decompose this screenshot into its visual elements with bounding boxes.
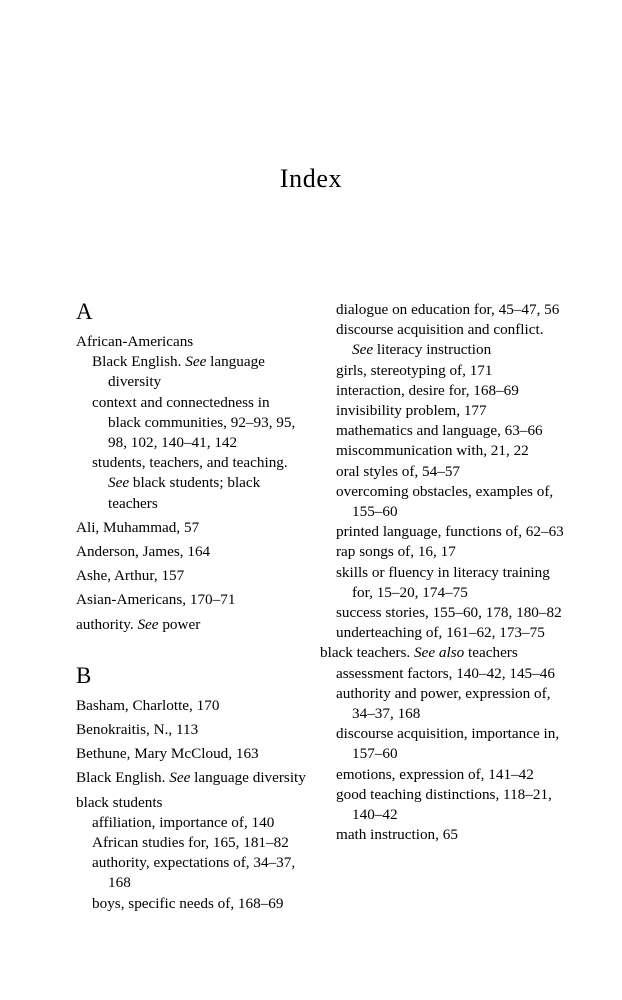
entry-text: emotions, expression of, 141–42	[336, 765, 534, 783]
index-subentry	[76, 853, 306, 893]
index-entry	[320, 643, 564, 663]
index-subentry	[76, 393, 306, 454]
entry-text: Ali, Muhammad, 57	[76, 518, 200, 536]
entry-text: black teachers.	[320, 644, 415, 662]
index-entry	[76, 542, 306, 562]
entry-text: authority.	[76, 615, 138, 633]
entry-text: overcoming obstacles, examples of, 155–60	[336, 482, 554, 521]
index-subentry	[320, 603, 564, 623]
entry-text: African-Americans	[76, 333, 194, 350]
index-subentry	[320, 724, 564, 764]
index-subentry	[320, 623, 564, 643]
cross-reference-label: See	[169, 769, 191, 787]
index-subentry	[320, 300, 564, 320]
index-entry	[76, 793, 306, 813]
entry-text: mathematics and language, 63–66	[336, 422, 543, 440]
entry-text: assessment factors, 140–42, 145–46	[336, 664, 555, 682]
index-subentry	[320, 664, 564, 684]
entry-text: black students; black teachers	[108, 474, 261, 512]
entry-text: authority, expectations of, 34–37, 168	[92, 854, 296, 892]
entry-text: Ashe, Arthur, 157	[76, 567, 185, 585]
section-letter-a: A	[76, 299, 93, 324]
entry-text: black students	[76, 793, 163, 811]
entry-text: underteaching of, 161–62, 173–75	[336, 624, 545, 642]
index-entry	[76, 615, 306, 635]
section-letter-b: B	[76, 662, 92, 688]
entry-text: math instruction, 65	[336, 826, 458, 844]
index-subentry	[320, 542, 564, 562]
entry-text: literacy instruction	[373, 341, 492, 359]
index-subentry	[320, 785, 564, 825]
index-subentry	[320, 320, 564, 360]
index-entry	[76, 332, 306, 352]
index-subentry	[320, 482, 564, 522]
index-subentry	[320, 462, 564, 482]
index-entry	[76, 696, 306, 716]
entry-text: teachers	[464, 644, 518, 662]
index-subentry	[320, 441, 564, 461]
entry-text: context and connectedness in black communities, 92–93, 95, 98, 102, 140–41, 142	[92, 393, 296, 452]
entry-text: African studies for, 165, 181–82	[92, 834, 289, 852]
index-entry-list	[76, 332, 306, 635]
entry-text: good teaching distinctions, 118–21, 140–42	[336, 785, 552, 824]
entry-text: Benokraitis, N., 113	[76, 721, 199, 739]
cross-reference-label: See	[108, 474, 130, 492]
entry-text: power	[158, 615, 201, 633]
index-entry	[76, 518, 306, 538]
index-subentry	[76, 833, 306, 853]
index-subentry	[320, 522, 564, 542]
entry-text: discourse acquisition, importance in, 157–60	[336, 725, 560, 763]
entry-text: Asian-Americans, 170–71	[76, 591, 236, 609]
cross-reference-label: See	[352, 341, 374, 359]
index-entry-list	[76, 696, 306, 914]
index-subentry	[76, 813, 306, 833]
cross-reference-label: See also	[414, 644, 465, 662]
index-subentry	[76, 352, 306, 392]
entry-text: invisibility problem, 177	[336, 402, 487, 420]
entry-text: interaction, desire for, 168–69	[336, 381, 519, 399]
index-subentry	[76, 894, 306, 914]
index-subentry	[320, 563, 564, 603]
index-entry	[76, 566, 306, 586]
index-entry	[76, 590, 306, 610]
entry-text: rap songs of, 16, 17	[336, 543, 456, 561]
entry-text: Black English.	[92, 353, 186, 371]
index-columns	[76, 300, 564, 914]
entry-text: authority and power, expression of, 34–37, 168	[336, 684, 551, 723]
entry-text: affiliation, importance of, 140	[92, 813, 275, 831]
entry-text: language diversity	[108, 353, 265, 391]
index-entry	[76, 720, 306, 740]
entry-text: oral styles of, 54–57	[336, 462, 461, 480]
right-column	[320, 300, 564, 914]
page-title: Index	[279, 164, 343, 193]
entry-text: success stories, 155–60, 178, 180–82	[336, 604, 562, 622]
index-subentry	[320, 381, 564, 401]
index-entry-list	[320, 300, 564, 845]
entry-text: Anderson, James, 164	[76, 543, 211, 561]
entry-text: Black English.	[76, 769, 170, 787]
index-subentry	[320, 401, 564, 421]
entry-text: language diversity	[190, 769, 306, 787]
index-subentry	[320, 421, 564, 441]
entry-text: miscommunication with, 21, 22	[336, 442, 529, 460]
entry-text: dialogue on education for, 45–47, 56	[336, 301, 560, 318]
index-entry	[76, 768, 306, 788]
entry-text: discourse acquisition and conflict.	[336, 321, 544, 339]
entry-text: skills or fluency in literacy training for, 15–20, 174–75	[336, 563, 550, 601]
index-subentry	[320, 361, 564, 381]
entry-text: boys, specific needs of, 168–69	[92, 894, 284, 912]
index-subentry	[320, 684, 564, 724]
entry-text: students, teachers, and teaching.	[92, 454, 288, 472]
cross-reference-label: See	[137, 615, 159, 633]
index-subentry	[76, 453, 306, 514]
index-subentry	[320, 765, 564, 785]
entry-text: Basham, Charlotte, 170	[76, 696, 220, 714]
entry-text: Bethune, Mary McCloud, 163	[76, 745, 259, 763]
entry-text: girls, stereotyping of, 171	[336, 361, 493, 379]
index-entry	[76, 744, 306, 764]
left-column	[76, 300, 320, 914]
cross-reference-label: See	[185, 353, 207, 371]
index-subentry	[320, 825, 564, 845]
entry-text: printed language, functions of, 62–63	[336, 523, 564, 541]
